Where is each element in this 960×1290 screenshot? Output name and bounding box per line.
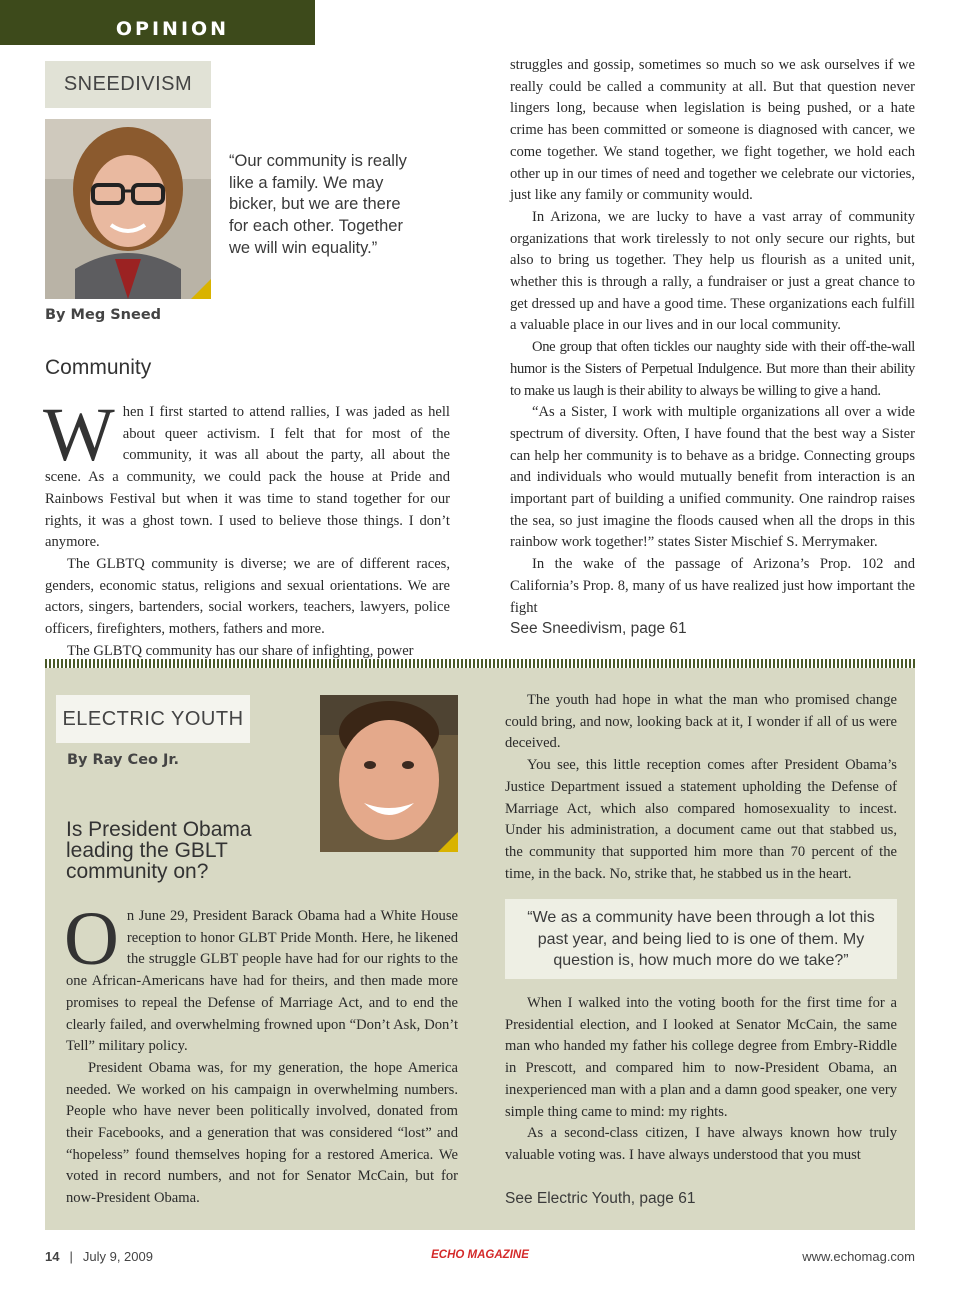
article-paragraph: “As a Sister, I work with multiple organizations all over a wide spectrum of diversity. Often, I have found that the best way a Sister can help her community is to behave as a bridge. Connecting groups and individuals who would mutually benefit from interaction is an important part of building a unified community. One raindrop raises the sea, so just imagine the floods caused when all the drops in this rainbow work together!” states Sister Mischief S. Merrymaker. [510, 404, 915, 551]
byline: By Meg Sneed [45, 307, 162, 323]
drop-cap: O [64, 897, 119, 981]
portrait-image [45, 119, 211, 299]
author-photo-meg-sneed [45, 119, 211, 299]
continued-link[interactable]: See Sneedivism, page 61 [510, 620, 687, 637]
pull-quote: “Our community is really like a family. We may bicker, but we are there for each other. Together we will win equality.” [229, 152, 407, 257]
headline: Is President Obama leading the GBLT community on? [66, 818, 252, 883]
article-right-column-bottom [505, 993, 897, 1167]
article-left-column [43, 393, 450, 662]
section-divider [45, 659, 915, 668]
issue-date: July 9, 2009 [82, 1249, 153, 1264]
byline: By Ray Ceo Jr. [67, 752, 180, 768]
article-paragraph: When I walked into the voting booth for the first time for a Presidential election, and I looked at Senator McCain, the same man who handed my father his college degree from Embry-Riddle in Prescott, and compared him to now-President Obama, an inexperienced man with a plan and a damn good speaker, one very simple thing came to mind: my rights. [505, 995, 897, 1120]
photo-corner-accent [191, 279, 211, 299]
continued-link[interactable]: See Electric Youth, page 61 [505, 1190, 696, 1207]
article-paragraph: You see, this little reception comes after President Obama’s Justice Department issued a statement upholding the Defense of Marriage Act, which also compared homosexuality to incest. Under his administration, a document came out that stabbed us, the community that supported him more than 70 percent of the time, in the back. No, strike that, he stabbed us in the heart. [505, 757, 897, 882]
article-paragraph: On June 29, President Barack Obama had a White House reception to honor GLBT Pride Month. Here, he likened the struggle GLBT people have had for our rights to the one African-Americans have had for theirs, and then made more promises to repeal the Defense of Marriage Act, and to end the clearly failed, and overwhelming frowned upon “Don’t Ask, Don’t Tell” military policy. [64, 897, 458, 1055]
headline: Community [45, 356, 152, 379]
magazine-name: ECHO MAGAZINE [431, 1249, 529, 1261]
article-right-column-top [505, 690, 897, 885]
article-paragraph: In Arizona, we are lucky to have a vast array of community organizations that work tirelessly to not only secure our rights, but also to bring us together. They help us flourish as a united unit, whether this is through a rally, a fundraiser or just a great chance to get dressed up and have a good time. These organizations each fulfill a valuable place in our lives and in our local community. [510, 208, 915, 334]
page-footer [45, 1249, 153, 1264]
footer-separator: | [69, 1249, 73, 1264]
article-left-column [64, 897, 458, 1210]
column-name: SNEEDIVISM [45, 61, 211, 108]
column-name: ELECTRIC YOUTH [56, 695, 250, 743]
photo-corner-accent [438, 832, 458, 852]
article-paragraph: One group that often tickles our naughty side with their off-the-wall humor is the Sisters of Perpetual Indulgence. But more than their ability to make us laugh is their ability to always be willing to give a hand. [510, 339, 915, 399]
article-paragraph: As a second-class citizen, I have always known how truly valuable voting was. I have always understood that you must [505, 1125, 897, 1163]
article-paragraph: President Obama was, for my generation, the hope America needed. We worked on his campaign in overwhelming numbers. People who have never been politically involved, donated from their Facebooks, and a generation that was considered “lost” and “hopeless” found themselves hoping for a restored America. We voted in record numbers, and not for Senator McCain, but for now-President Obama. [66, 1059, 458, 1207]
article-right-column [510, 55, 915, 619]
article-paragraph: The youth had hope in what the man who promised change could bring, and now, looking back at it, I wonder if all of us were deceived. [505, 692, 897, 752]
author-photo-ray-ceo [320, 695, 458, 852]
page-number: 14 [45, 1249, 60, 1264]
drop-cap: W [43, 393, 115, 477]
section-tag: OPINION [0, 0, 315, 45]
website-url[interactable]: www.echomag.com [802, 1249, 915, 1264]
article-paragraph: The GLBTQ community is diverse; we are of different races, genders, economic status, religions and sexual orientations. We are actors, singers, bartenders, social workers, teachers, lawyers, police officers, firefighters, mothers, fathers and more. [45, 555, 450, 638]
article-paragraph: The GLBTQ community has our share of infighting, power [67, 642, 414, 659]
article-paragraph: In the wake of the passage of Arizona’s Prop. 102 and California’s Prop. 8, many of us have realized just how important the fight [510, 556, 915, 616]
article-paragraph: struggles and gossip, sometimes so much so we ask ourselves if we really could be called a community at all. But that question never lingers long, because when legislation is being pushed, or a hate crime has been committed or someone is diagnosed with cancer, we come together. We stand together, we fight together, we hold each other up in our times of need and together we celebrate our victories, just like any family or community would. [510, 57, 915, 204]
article-paragraph: When I first started to attend rallies, I was jaded as hell about queer activism. I felt that for most of the community, it was all about the party, all about the scene. As a community, we could pack the house at Pride and Rainbows Festival but when it was time to stand together for our rights, it was a ghost town. I used to believe those things. I don’t anymore. [43, 393, 450, 551]
portrait-image [320, 695, 458, 852]
pull-quote: “We as a community have been through a lot this past year, and being lied to is one of them. My question is, how much more do we take?” [505, 899, 897, 979]
